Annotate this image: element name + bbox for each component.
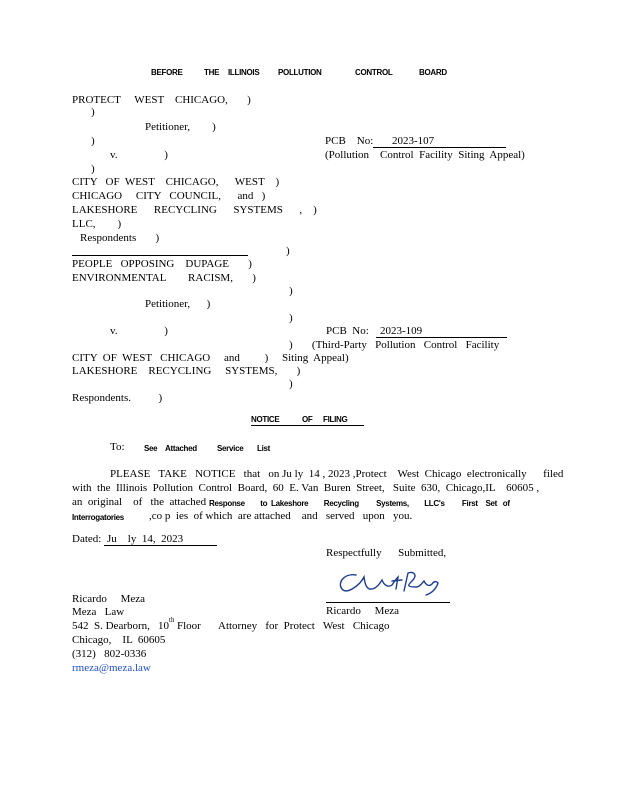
service-list-word: Service [217,444,244,453]
signature-line [326,602,450,603]
heading-word: BEFORE [151,68,183,77]
body-line: ,co p ies of which are attached and served upon you. [149,510,413,522]
service-list-word: Attached [165,444,197,453]
phone-number: (312) 802-0336 [72,648,147,660]
firm-name: Meza Law [72,606,125,618]
heading-word: BOARD [419,68,447,77]
caption-paren: ) [91,163,95,175]
handwritten-signature [334,565,446,599]
to-label: To: [110,441,125,453]
caption-paren: ) [289,312,293,324]
case-type: (Pollution Control Facility Siting Appeal) [325,149,525,161]
document-title: Response to Lakeshore Recycling Systems, LLC's First Set of [209,499,510,508]
respondent-name: LAKESHORE RECYCLING SYSTEMS, ) [72,365,301,377]
closing-phrase: Respectfully Submitted, [326,547,447,559]
respondent-name: CHICAGO CITY COUNCIL, and ) [72,190,266,202]
service-list-word: See [144,444,158,453]
pcb-number: 2023-107 [392,135,435,147]
attorney-for: Attorney for Protect West Chicago [218,620,390,632]
notice-title-word: OF [302,415,313,424]
heading-word: THE [204,68,220,77]
street-address: 542 S. Dearborn, [72,620,150,632]
versus-label: v. ) [110,149,168,161]
body-line: an original of the attached : [72,496,215,508]
caption-paren: ) [286,245,290,257]
respondent-name: CITY OF WEST CHICAGO and ) [72,352,269,364]
floor-word: Floor [177,620,201,632]
dated-label: Dated: [72,533,102,545]
dated-underline [104,545,217,546]
email-link[interactable]: rmeza@meza.law [72,662,151,674]
petitioner-label: Petitioner, ) [145,121,216,133]
case-type: ) (Third-Party Pollution Control Facility [289,339,500,351]
case-type: Siting Appeal) [282,352,349,364]
pcb-number-underline [376,337,507,338]
body-line: PLEASE TAKE NOTICE that on Ju ly 14 , 2023 ,Protect West Chicago electronically filed [110,468,564,480]
respondent-name: LLC, ) [72,218,122,230]
caption-paren: ) [289,285,293,297]
body-line: with the Illinois Pollution Control Board, 60 E. Van Buren Street, Suite 630, Chicago,IL 60605 , [72,482,540,494]
document-title: Interrogatories [72,513,124,522]
service-list-word: List [257,444,271,453]
petitioner-name: ENVIRONMENTAL RACISM, ) [72,272,256,284]
notice-title-underline [251,425,364,426]
petitioner-label: Petitioner, ) [145,298,211,310]
pcb-number-label: PCB No: [325,135,374,147]
dated-value: Ju ly 14, 2023 [107,533,184,545]
caption-paren: ) [289,378,293,390]
versus-label: v. ) [110,325,168,337]
caption-divider [72,255,248,256]
petitioner-name: PROTECT WEST CHICAGO, ) [72,94,251,106]
respondents-label: Respondents ) [80,232,160,244]
pcb-number-label: PCB No: [326,325,369,337]
respondent-name: CITY OF WEST CHICAGO, WEST ) [72,176,280,188]
floor-number: 10 [158,620,169,632]
pcb-number-underline [373,147,506,148]
pcb-number: 2023-109 [380,325,423,337]
heading-word: POLLUTION [278,68,322,77]
heading-word: CONTROL [355,68,393,77]
notice-title-word: NOTICE [251,415,280,424]
respondents-label: Respondents. ) [72,392,163,404]
caption-paren: ) [91,135,95,147]
caption-paren: ) [91,106,95,118]
city-state-zip: Chicago, IL 60605 [72,634,166,646]
notice-title-word: FILING [323,415,348,424]
attorney-name: Ricardo Meza [72,593,145,605]
respondent-name: LAKESHORE RECYCLING SYSTEMS , ) [72,204,317,216]
signer-name: Ricardo Meza [326,605,399,617]
petitioner-name: PEOPLE OPPOSING DUPAGE ) [72,258,252,270]
floor-suffix: th [169,616,175,624]
heading-word: ILLINOIS [228,68,260,77]
